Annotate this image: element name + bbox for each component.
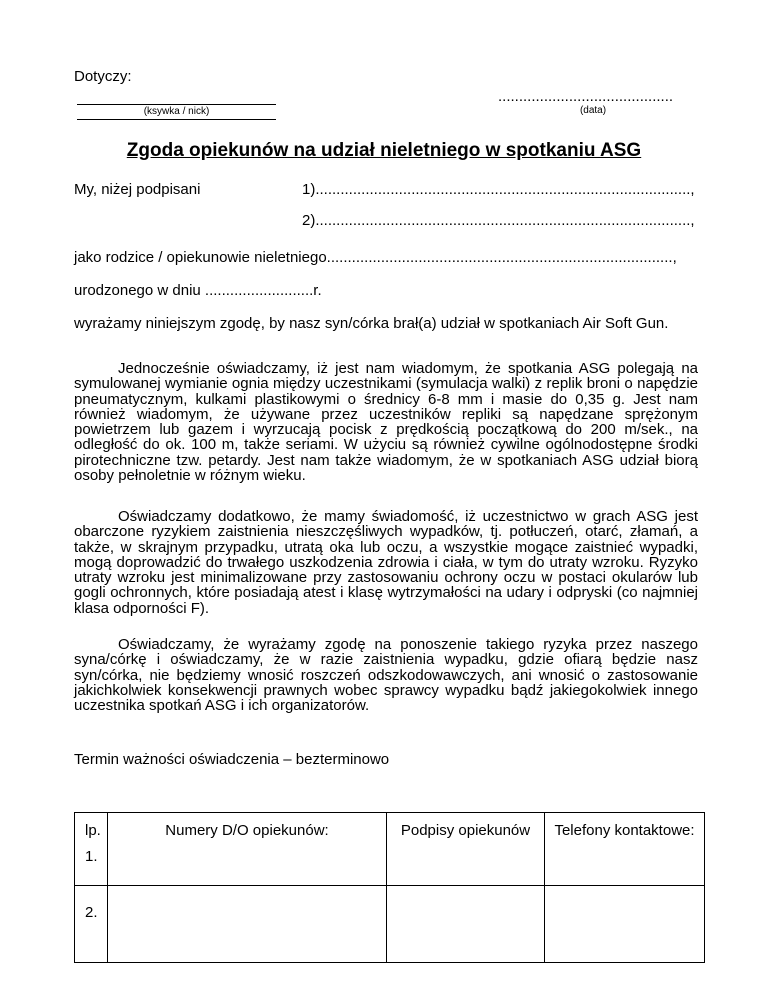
signatory-line-1[interactable]: 1).........................................................................................., [302,181,695,198]
paragraph-liability: Oświadczamy, że wyrażamy zgodę na ponoszenie takiego ryzyka przez naszego syna/córkę i oświadczamy, że w razie zaistnienia wypadku, gdzie ofiarą będzie nasz syn/córka, nie będziemy wnosić roszczeń odszkodowawczych, ani wnosić o zastosowanie jakichkolwiek konsekwencji prawnych wobec sprawcy wypadku bądź jakiegokolwiek innego uczestnika spotkań ASG i ich organizatorów. [74,636,698,715]
document-title: Zgoda opiekunów na udział nieletniego w spotkaniu ASG [126,140,642,161]
consent-statement: wyrażamy niniejszym zgodę, by nasz syn/córka brał(a) udział w spotkaniach Air Soft Gun. [74,315,669,332]
phone-cell[interactable] [545,886,705,963]
nick-upper-rule [77,104,276,105]
lp-cell [75,886,108,963]
guardians-table [74,812,705,963]
date-field-dots[interactable]: .......................................... [498,88,674,105]
signature-header: Podpisy opiekunów [400,822,531,839]
nick-lower-rule [77,119,276,120]
id-number-cell[interactable] [108,886,387,963]
id-number-header-cell[interactable] [108,813,387,886]
id-number-header: Numery D/O opiekunów: [165,822,329,839]
nick-caption: (ksywka / nick) [143,106,210,117]
birth-date-line[interactable]: urodzonego w dniu ..........................r. [74,282,322,299]
lp-header: lp. [85,822,101,839]
signature-header-cell[interactable] [387,813,545,886]
row-number: 2. [85,904,98,921]
table-row [75,813,705,886]
regarding-label: Dotyczy: [74,68,132,85]
date-caption: (data) [579,105,607,116]
minor-name-line[interactable]: jako rodzice / opiekunowie nieletniego..................................................................................., [74,249,677,266]
paragraph-risk: Oświadczamy dodatkowo, że mamy świadomość, iż uczestnictwo w grach ASG jest obarczone ryzykiem zaistnienia nieszczęśliwych wypadków, tj. potłuczeń, otarć, złamań, a także, w skrajnym przypadku, utratą oka lub oczu, a wszystkie mogące zaistnieć wypadki, mogą doprowadzić do trwałego uszkodzenia zdrowia i ciała, w tym do utraty wzroku. Ryzyko utraty wzroku jest minimalizowane przy zastosowaniu ochrony oczu w postaci okularów lub gogli ochronnych, które posiadają atest i klasę wytrzymałości na udary i odpryski (co najmniej klasa odporności F). [74,508,698,617]
signatory-line-2[interactable]: 2).........................................................................................., [302,212,695,229]
signature-cell[interactable] [387,886,545,963]
phone-header: Telefony kontaktowe: [554,822,695,839]
table-row [75,886,705,963]
validity-statement: Termin ważności oświadczenia – bezterminowo [74,751,390,768]
signatories-label: My, niżej podpisani [74,181,201,198]
lp-cell [75,813,108,886]
row-number: 1. [85,848,98,865]
paragraph-awareness: Jednocześnie oświadczamy, iż jest nam wiadomym, że spotkania ASG polegają na symulowanej wymianie ognia między uczestnikami (symulacja walki) z replik broni o napędzie pneumatycznym, kulkami plastikowymi o średnicy 6-8 mm i masie do 0,35 g. Jest nam również wiadomym, że używane przez uczestników repliki są napędzane sprężonym powietrzem lub gazem i wyrzucają pocisk z prędkością początkową do 200 m/sek., na odległość do ok. 100 m, także seriami. W użyciu są również cywilne ogólnodostępne środki pirotechniczne tzw. petardy. Jest nam także wiadomym, że w spotkaniach ASG udział biorą osoby pełnoletnie w różnym wieku. [74,360,698,485]
phone-header-cell[interactable] [545,813,705,886]
